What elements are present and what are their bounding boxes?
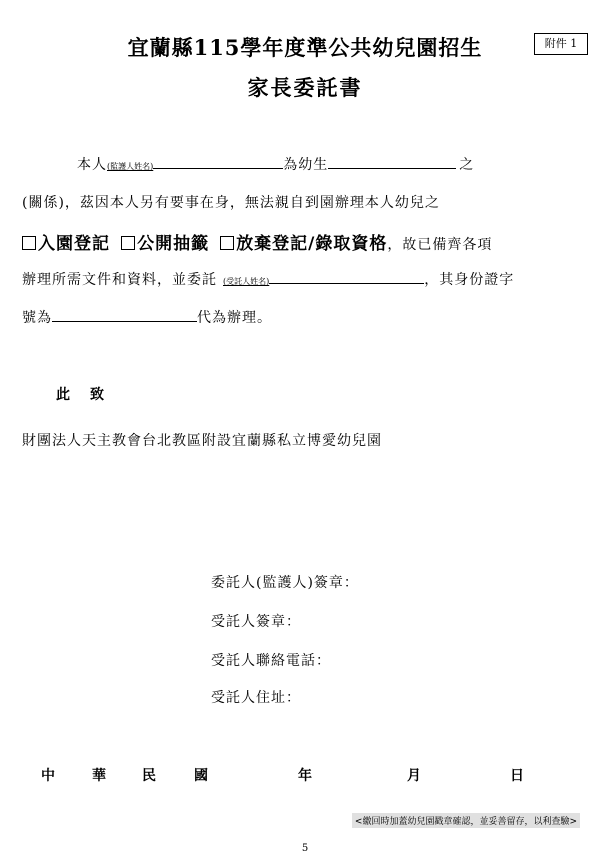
page-number: 5	[301, 843, 309, 854]
consent-line-3	[22, 229, 492, 254]
date-day-label: 日	[510, 768, 524, 784]
mid-text: 為幼生	[283, 157, 329, 173]
trustee-signature-label: 受託人簽章：	[211, 614, 301, 630]
date-month-label: 月	[407, 768, 421, 784]
attachment-label: 附件 1	[534, 33, 588, 55]
line3-tail: ，故已備齊各項	[387, 237, 493, 253]
id-number-blank[interactable]	[52, 307, 197, 322]
date-char-hua: 華	[92, 768, 106, 784]
date-char-min: 民	[142, 768, 156, 784]
page-subtitle: 家長委託書	[247, 75, 363, 100]
lottery-checkbox[interactable]	[121, 236, 135, 250]
withdraw-checkbox[interactable]	[220, 236, 234, 250]
recipient: 財團法人天主教會台北教區附設宜蘭縣私立博愛幼兒園	[22, 433, 382, 449]
salutation: 此 致	[56, 387, 107, 403]
enroll-option-label: 入園登記	[38, 234, 110, 254]
footnote: <繳回時加蓋幼兒園戳章確認，並妥善留存，以利查驗>	[352, 813, 580, 828]
page-title: 宜蘭縣115學年度準公共幼兒園招生	[127, 35, 483, 60]
guardian-name-blank[interactable]	[153, 154, 283, 169]
consent-line-2: (關係)，茲因本人另有要事在身，無法親自到園辦理本人幼兒之	[22, 195, 440, 211]
withdraw-option-label: 放棄登記/錄取資格	[236, 234, 388, 254]
lead-text: 本人	[77, 157, 107, 173]
date-year-label: 年	[298, 768, 312, 784]
end-text: 之	[459, 157, 475, 173]
lottery-option-label: 公開抽籤	[137, 234, 210, 254]
line5-tail: 代為辦理。	[197, 310, 272, 326]
enroll-checkbox[interactable]	[22, 236, 36, 250]
trustee-name-note: (受託人姓名)	[223, 277, 270, 286]
child-name-blank[interactable]	[328, 154, 456, 169]
trustee-phone-label: 受託人聯絡電話：	[211, 653, 331, 669]
trustee-name-blank[interactable]	[269, 269, 424, 284]
consent-line-5	[22, 307, 272, 327]
line5-lead: 號為	[22, 310, 52, 326]
principal-signature-label: 委託人(監護人)簽章：	[211, 575, 359, 591]
line4-lead: 辦理所需文件和資料，並委託	[22, 272, 217, 288]
date-char-guo: 國	[194, 768, 208, 784]
date-char-zhong: 中	[41, 768, 55, 784]
guardian-name-note: (監護人姓名)	[107, 162, 154, 171]
trustee-address-label: 受託人住址：	[211, 690, 301, 706]
line4-tail: ，其身份證字	[424, 272, 515, 288]
consent-line-1	[77, 154, 474, 174]
consent-line-4	[22, 269, 514, 289]
